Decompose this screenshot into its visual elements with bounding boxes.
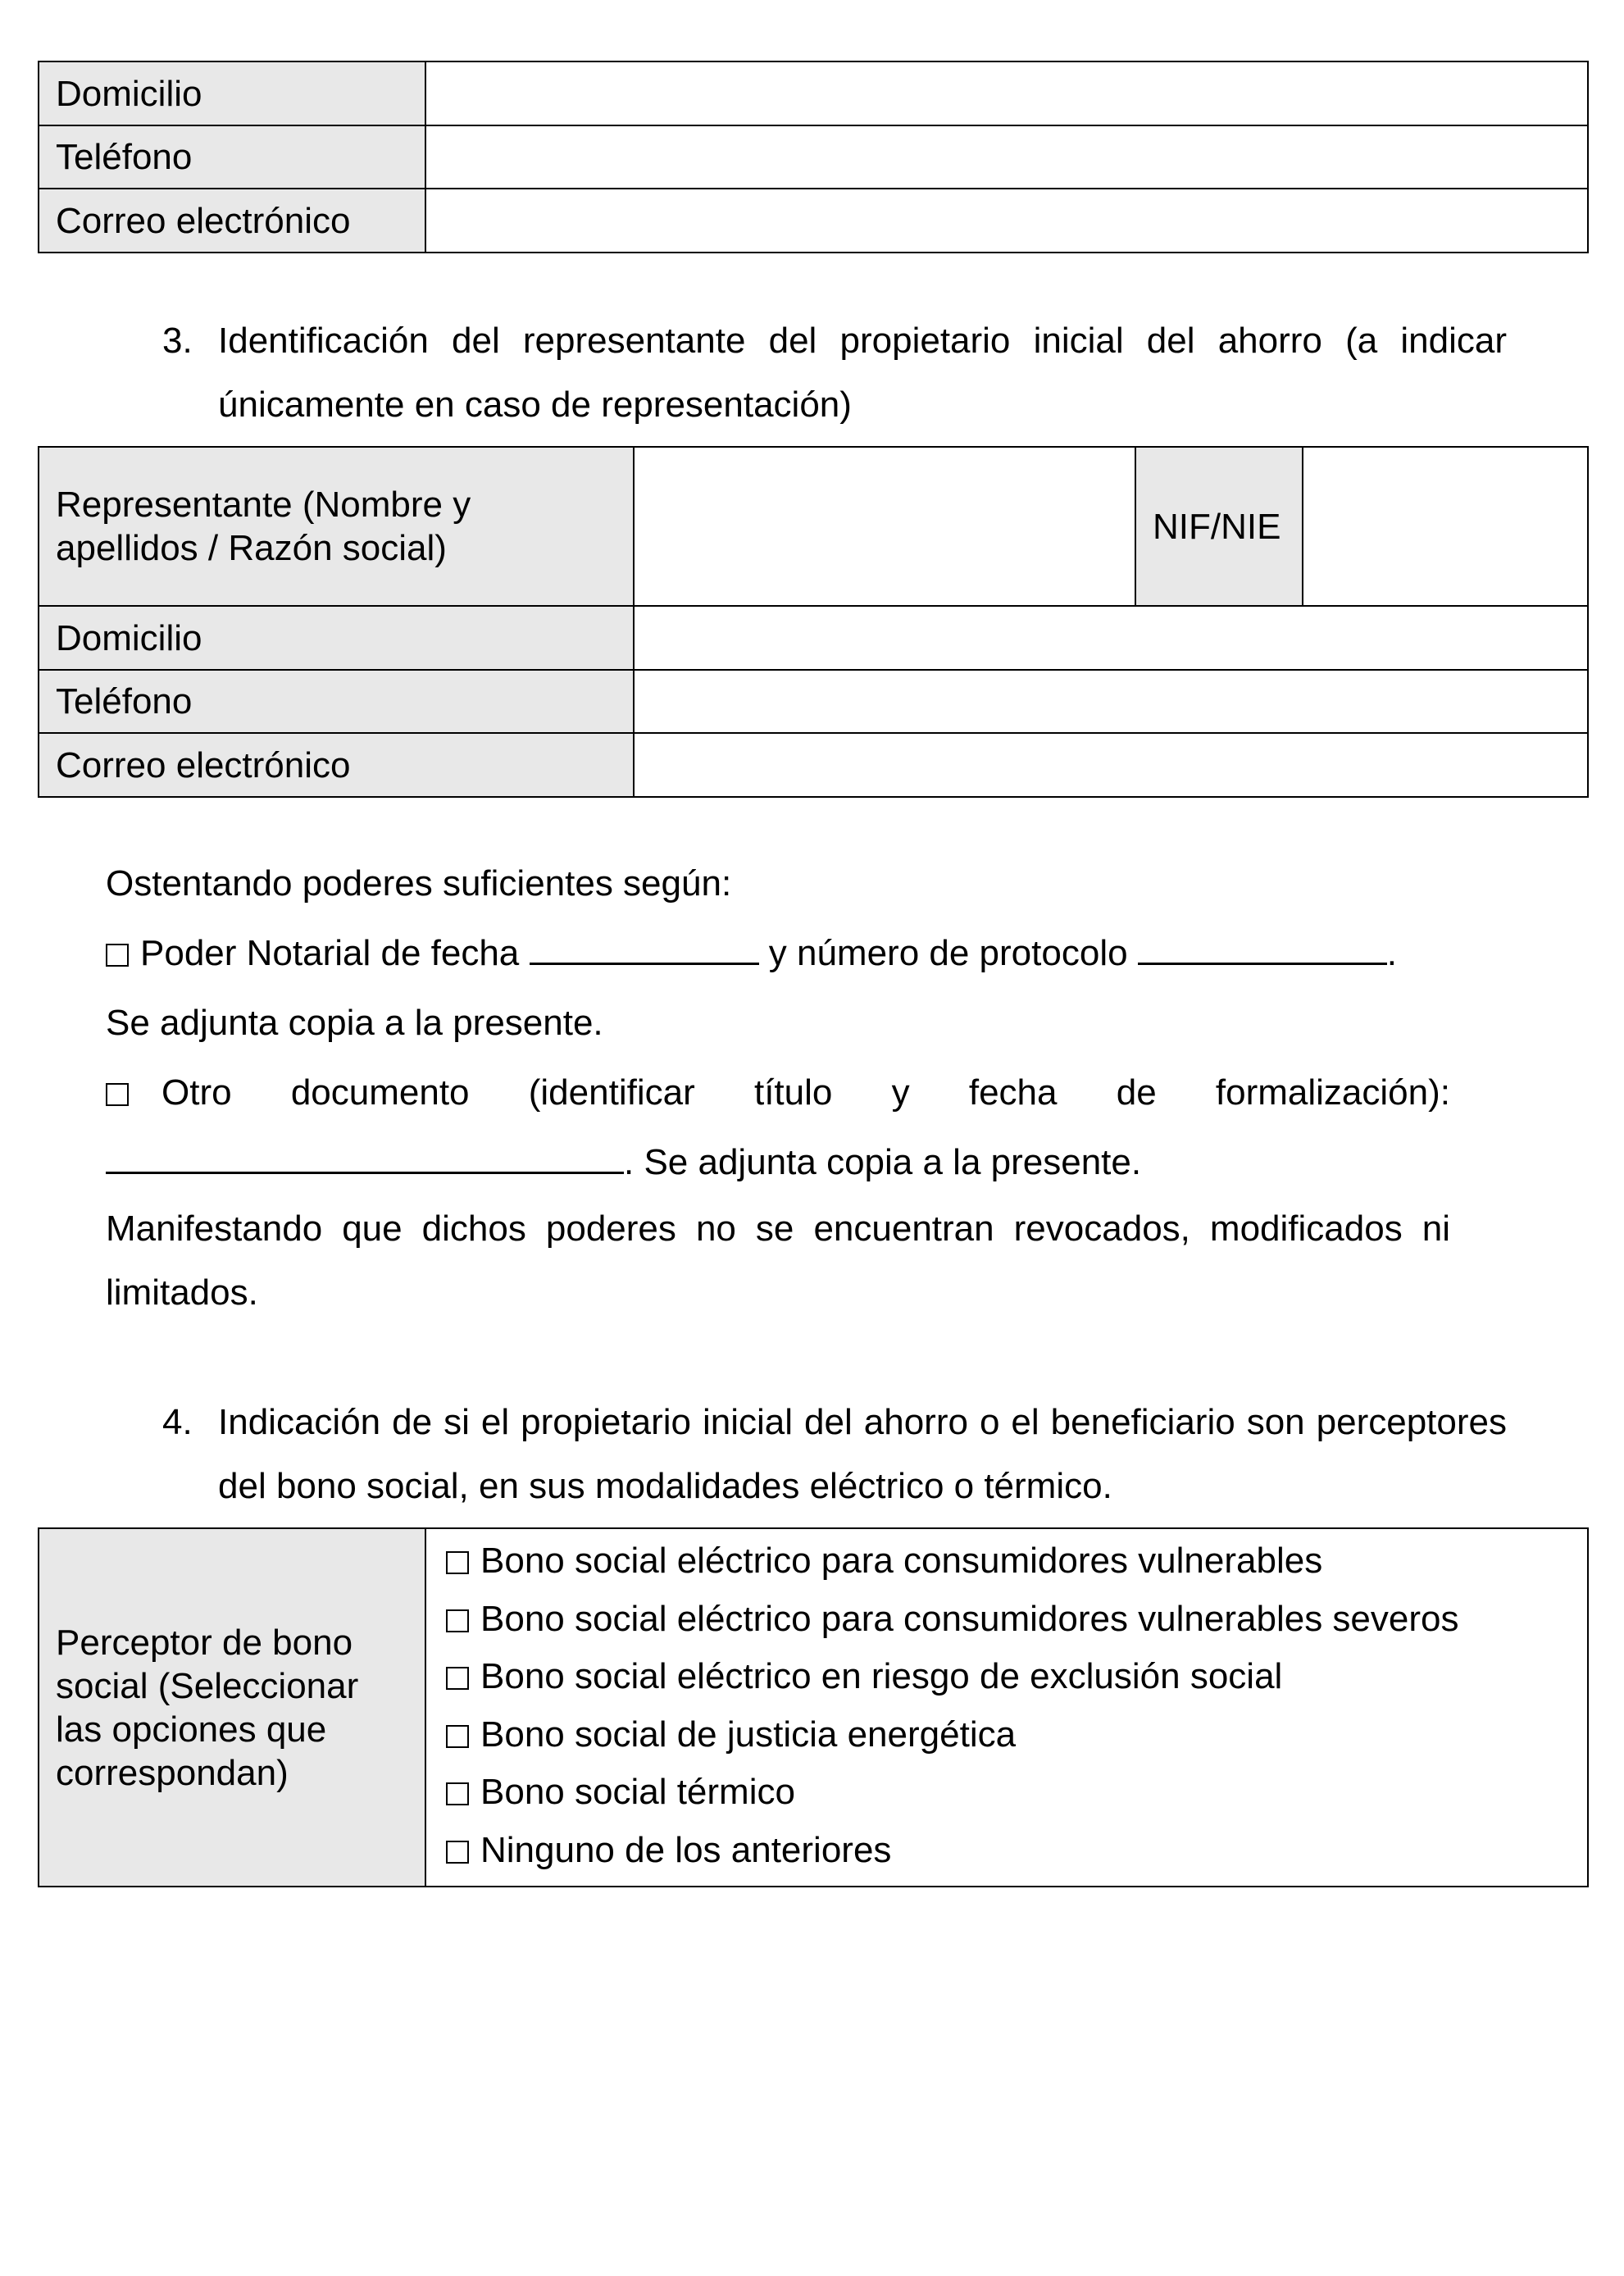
section-number: 3.: [162, 321, 193, 361]
correo-label: Correo electrónico: [39, 733, 634, 797]
section-4-heading: [162, 1391, 1507, 1518]
copy-attached-text: Se adjunta copia a la presente.: [106, 1003, 603, 1043]
telefono-field[interactable]: [425, 125, 1588, 189]
section-title: Identificación del representante del propietario inicial del ahorro (a indicar únicamente en caso de representación): [218, 321, 1507, 425]
other-doc-field-line: [106, 1127, 1450, 1197]
domicilio-field[interactable]: [634, 606, 1588, 670]
section-number: 4.: [162, 1402, 193, 1442]
table-row: [39, 447, 1588, 606]
domicilio-field[interactable]: [425, 61, 1588, 125]
telefono-label: Teléfono: [39, 125, 425, 189]
option-ninguno[interactable]: Ninguno de los anteriores: [446, 1822, 1587, 1880]
checkbox[interactable]: [446, 1782, 469, 1805]
notarial-prefix: Poder Notarial de fecha: [140, 933, 520, 973]
option-justicia-energetica[interactable]: Bono social de justicia energética: [446, 1706, 1587, 1764]
domicilio-label: Domicilio: [39, 606, 634, 670]
correo-field[interactable]: [634, 733, 1588, 797]
bono-social-table: [38, 1527, 1589, 1887]
notarial-checkbox[interactable]: [106, 944, 129, 967]
notarial-end: .: [1386, 933, 1398, 973]
powers-intro: Ostentando poderes suficientes según:: [106, 863, 732, 904]
table-row: [39, 125, 1588, 189]
domicilio-label: Domicilio: [39, 61, 425, 125]
representative-label: Representante (Nombre y apellidos / Razón social): [39, 447, 634, 606]
other-doc-line: [106, 1058, 1450, 1127]
checkbox[interactable]: [446, 1667, 469, 1690]
other-doc-field[interactable]: [106, 1139, 624, 1174]
checkbox[interactable]: [446, 1725, 469, 1748]
correo-field[interactable]: [425, 189, 1588, 253]
representative-table: [38, 446, 1589, 798]
declaration-text: Manifestando que dichos poderes no se encuentran revocados, modificados ni limitados.: [106, 1209, 1450, 1313]
correo-label: Correo electrónico: [39, 189, 425, 253]
option-termico[interactable]: Bono social térmico: [446, 1764, 1587, 1822]
section-3-heading: [162, 309, 1507, 437]
protocol-number-field[interactable]: [1138, 930, 1387, 965]
checkbox[interactable]: [446, 1609, 469, 1632]
nif-field[interactable]: [1303, 447, 1588, 606]
checkbox[interactable]: [446, 1551, 469, 1574]
table-row: [39, 670, 1588, 733]
notarial-date-field[interactable]: [530, 930, 759, 965]
table-row: [39, 733, 1588, 797]
other-doc-suffix: . Se adjunta copia a la presente.: [624, 1142, 1142, 1182]
table-row: [39, 61, 1588, 125]
option-vulnerables-severos[interactable]: Bono social eléctrico para consumidores vulnerables severos: [446, 1591, 1587, 1649]
notarial-line: [106, 918, 1450, 988]
option-riesgo-exclusion[interactable]: Bono social eléctrico en riesgo de exclusión social: [446, 1648, 1587, 1706]
bono-social-label: Perceptor de bono social (Seleccionar las opciones que correspondan): [39, 1528, 425, 1887]
table-row: [39, 189, 1588, 253]
powers-block: [106, 849, 1450, 1325]
table-row: [39, 606, 1588, 670]
telefono-label: Teléfono: [39, 670, 634, 733]
checkbox[interactable]: [446, 1841, 469, 1864]
notarial-middle: y número de protocolo: [768, 933, 1128, 973]
telefono-field[interactable]: [634, 670, 1588, 733]
table-row: [39, 1528, 1588, 1887]
other-doc-label: Otro documento (identificar título y fecha de formalización):: [161, 1072, 1450, 1113]
option-vulnerables[interactable]: Bono social eléctrico para consumidores vulnerables: [446, 1532, 1587, 1591]
representative-name-field[interactable]: [634, 447, 1135, 606]
bono-social-options: [425, 1528, 1588, 1887]
nif-label: NIF/NIE: [1135, 447, 1303, 606]
section-title: Indicación de si el propietario inicial del ahorro o el beneficiario son perceptores del bono social, en sus modalidades eléctrico o térmico.: [218, 1402, 1507, 1506]
other-doc-checkbox[interactable]: [106, 1083, 129, 1106]
owner-contact-table: [38, 61, 1589, 253]
